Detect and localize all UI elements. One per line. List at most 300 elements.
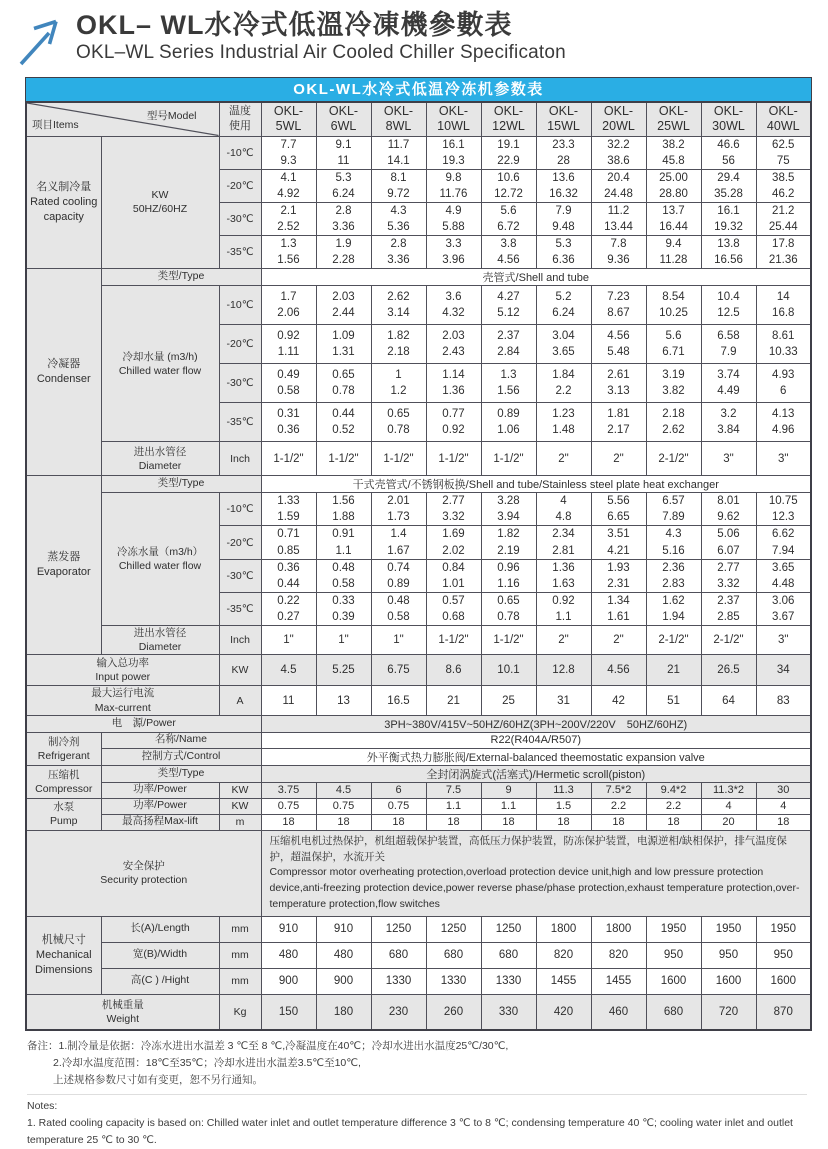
text-line: 2.8 <box>390 238 407 251</box>
text-line: 机械重量 <box>101 998 144 1011</box>
text-line: 2.28 <box>332 254 355 267</box>
table-row <box>26 286 811 325</box>
value-cell <box>481 526 536 559</box>
text-line: 5.6 <box>665 330 682 343</box>
text-line: 6.07 <box>717 544 740 557</box>
text-line: 3.2 <box>720 408 737 421</box>
diameter-cell: 2" <box>536 626 591 655</box>
value-cell <box>646 403 701 442</box>
model-header <box>756 102 811 136</box>
titles <box>76 10 566 64</box>
input-power-cell: 4.5 <box>261 655 316 686</box>
text-line: 0.74 <box>387 561 410 574</box>
value-cell <box>756 169 811 202</box>
value-cell <box>371 236 426 269</box>
text-line: 2.61 <box>607 369 630 382</box>
text-line: 0.65 <box>497 594 520 607</box>
text-line: 9.36 <box>607 254 630 267</box>
text-line: 35.28 <box>714 187 743 200</box>
text-line: OKL- <box>713 103 744 118</box>
input-power-cell: 21 <box>646 655 701 686</box>
text-line: 3.3 <box>445 238 462 251</box>
text-line: 3.82 <box>662 385 685 398</box>
value-cell <box>591 286 646 325</box>
text-line: 机械尺寸 <box>41 933 86 946</box>
max-current-cell: 42 <box>591 686 646 715</box>
text-line: 20.4 <box>607 171 630 184</box>
footer-notes <box>27 1038 807 1149</box>
table-row <box>26 476 811 493</box>
text-line: 2.18 <box>662 408 685 421</box>
text-line: 9.8 <box>445 171 462 184</box>
refrigerant-name-label: 名称/Name <box>101 732 261 748</box>
dimension-cell: 1800 <box>536 916 591 942</box>
text-line: Security protection <box>100 874 188 887</box>
diameter-cell: 1-1/2" <box>481 442 536 476</box>
text-line: 1.36 <box>442 385 465 398</box>
text-line: 2.2 <box>555 385 572 398</box>
dimension-cell: 1950 <box>756 916 811 942</box>
text-line: 13.8 <box>717 238 740 251</box>
text-line: 6.72 <box>497 220 520 233</box>
text-line: 3.51 <box>607 528 630 541</box>
evaporator-flow-label <box>101 493 219 626</box>
text-line: 11.28 <box>659 254 688 267</box>
text-line: Chilled water flow <box>118 560 202 573</box>
text-line: 3.36 <box>387 254 410 267</box>
pump-power-cell: 4 <box>701 798 756 814</box>
value-cell <box>316 364 371 403</box>
text-line: 1.56 <box>277 254 300 267</box>
dimension-cell: 480 <box>316 942 371 968</box>
pump-lift-unit: m <box>219 814 261 830</box>
text-line: 5.12 <box>497 307 520 320</box>
dimension-cell: 680 <box>426 942 481 968</box>
text-line: 3.96 <box>442 254 465 267</box>
value-cell <box>371 493 426 526</box>
weight-label <box>26 994 219 1030</box>
pump-lift-label: 最高扬程Max-lift <box>101 814 219 830</box>
pump-power-cell: 2.2 <box>646 798 701 814</box>
text-line: OKL- <box>438 103 469 118</box>
input-power-cell: 6.75 <box>371 655 426 686</box>
text-line: 9.62 <box>717 511 740 524</box>
text-line: 压缩机 <box>48 768 80 781</box>
text-line: 2.17 <box>607 424 630 437</box>
dimension-cell: 1800 <box>591 916 646 942</box>
value-cell <box>701 526 756 559</box>
text-line: 4.32 <box>442 307 465 320</box>
value-cell <box>756 364 811 403</box>
value-cell <box>756 526 811 559</box>
text-line: OKL- <box>383 103 414 118</box>
text-line: 0.31 <box>277 408 300 421</box>
dimension-cell: 1950 <box>701 916 756 942</box>
text-line: 0.92 <box>442 424 465 437</box>
text-line: 16.44 <box>659 220 688 233</box>
text-line: 3.32 <box>442 511 465 524</box>
text-line: Condenser <box>36 373 91 386</box>
pump-power-cell: 1.1 <box>481 798 536 814</box>
value-cell <box>591 403 646 442</box>
text-line: 1.88 <box>332 511 355 524</box>
value-cell <box>481 493 536 526</box>
text-line: 1.59 <box>277 511 300 524</box>
text-line: 2.02 <box>442 544 465 557</box>
text-line: 7.23 <box>607 291 630 304</box>
text-line: 0.27 <box>277 610 300 623</box>
value-cell <box>701 169 756 202</box>
value-cell <box>591 169 646 202</box>
text-line: 10.75 <box>768 495 798 508</box>
text-line: 1.33 <box>277 495 300 508</box>
text-line: 2.06 <box>277 307 300 320</box>
pump-lift-cell: 18 <box>371 814 426 830</box>
text-line: 1.61 <box>607 610 630 623</box>
dimension-cell: 1455 <box>591 968 646 994</box>
text-line: 3.84 <box>717 424 740 437</box>
text-line: 8.67 <box>607 307 630 320</box>
text-line: 安全保护 <box>122 860 165 873</box>
value-cell <box>481 325 536 364</box>
text-line: 输入总功率 <box>96 657 149 670</box>
weight-cell: 460 <box>591 994 646 1030</box>
condenser-diameter-label <box>101 442 219 476</box>
weight-cell: 870 <box>756 994 811 1030</box>
temp-cell: -30℃ <box>219 559 261 592</box>
weight-cell: 230 <box>371 994 426 1030</box>
text-line: 19.1 <box>497 138 520 151</box>
dimension-cell: 1250 <box>426 916 481 942</box>
value-cell <box>261 169 316 202</box>
model-header <box>316 102 371 136</box>
value-cell <box>646 559 701 592</box>
text-line: 19.3 <box>442 154 465 167</box>
text-line: Compressor motor overheating protection,overload protection device unit,high and low pressure protection device,anti-freezing protection device,power reverse phase/phase protection,exhaust temperature protection,over-temperature protection,flow switches <box>269 866 800 910</box>
text-line: 5.2 <box>555 291 572 304</box>
model-header <box>701 102 756 136</box>
dimension-cell: 1330 <box>481 968 536 994</box>
weight-cell: 180 <box>316 994 371 1030</box>
value-cell <box>646 325 701 364</box>
text-line: 1.34 <box>607 594 630 607</box>
security-label <box>26 830 261 916</box>
dimension-row-label: 高(C ) /Hight <box>101 968 219 994</box>
value-cell <box>701 286 756 325</box>
corner-cell <box>26 102 219 136</box>
max-current-cell: 25 <box>481 686 536 715</box>
value-cell <box>316 526 371 559</box>
text-line: 4 <box>560 495 567 508</box>
value-cell <box>536 526 591 559</box>
text-line: 17.8 <box>772 238 795 251</box>
text-line: 11.7 <box>387 138 410 151</box>
value-cell <box>371 325 426 364</box>
dimension-cell: 1330 <box>371 968 426 994</box>
text-line: 0.85 <box>277 544 300 557</box>
text-line: 3.06 <box>772 594 795 607</box>
text-line: 1 <box>395 369 402 382</box>
value-cell <box>371 403 426 442</box>
table-row <box>26 269 811 286</box>
text-line: 1.63 <box>552 577 575 590</box>
model-header <box>261 102 316 136</box>
text-line: 1.36 <box>552 561 575 574</box>
text-line: 4.93 <box>772 369 795 382</box>
text-line: 0.89 <box>497 408 520 421</box>
text-line: 8.61 <box>772 330 795 343</box>
diameter-cell: 1" <box>261 626 316 655</box>
refrigerant-control-label: 控制方式/Control <box>101 748 261 765</box>
text-line: 8WL <box>385 119 412 134</box>
table-row <box>26 798 811 814</box>
value-cell <box>316 493 371 526</box>
value-cell <box>756 136 811 169</box>
refrigerant-label <box>26 732 101 765</box>
text-line: 7.94 <box>772 544 795 557</box>
text-line: 3.8 <box>500 238 517 251</box>
diameter-cell: 3" <box>756 442 811 476</box>
pump-lift-cell: 18 <box>426 814 481 830</box>
value-cell <box>426 403 481 442</box>
compressor-power-cell: 11.3 <box>536 782 591 798</box>
text-line: 25.00 <box>659 171 688 184</box>
text-line: 2.19 <box>497 544 520 557</box>
temp-cell: -10℃ <box>219 493 261 526</box>
pump-label <box>26 798 101 830</box>
dimension-cell: 820 <box>536 942 591 968</box>
dimension-cell: 1600 <box>646 968 701 994</box>
text-line: 5WL <box>275 119 302 134</box>
text-line: 4.3 <box>390 204 407 217</box>
dimension-cell: 900 <box>261 968 316 994</box>
text-line: 5.6 <box>500 204 517 217</box>
value-cell <box>481 236 536 269</box>
text-line: 1.73 <box>387 511 410 524</box>
pump-power-cell: 0.75 <box>316 798 371 814</box>
dimension-row-label: 宽(B)/Width <box>101 942 219 968</box>
text-line: 2.83 <box>662 577 685 590</box>
text-line: 30WL <box>712 119 745 134</box>
text-line: 3.28 <box>497 495 520 508</box>
text-line: 0.92 <box>552 594 575 607</box>
text-line: OKL- <box>273 103 304 118</box>
value-cell <box>261 559 316 592</box>
text-line: 6.58 <box>717 330 740 343</box>
text-line: Diameter <box>138 641 182 654</box>
pump-power-label: 功率/Power <box>101 798 219 814</box>
text-line: 冷冻水量（m3/h） <box>116 545 204 558</box>
text-line: 24.48 <box>604 187 633 200</box>
max-current-cell: 16.5 <box>371 686 426 715</box>
value-cell <box>481 403 536 442</box>
dimension-cell: 1250 <box>371 916 426 942</box>
pump-power-cell: 0.75 <box>261 798 316 814</box>
condenser-type-value: 壳管式/Shell and tube <box>261 269 811 286</box>
text-line: 0.48 <box>332 561 355 574</box>
value-cell <box>371 169 426 202</box>
pump-power-cell: 0.75 <box>371 798 426 814</box>
diameter-cell: 1-1/2" <box>316 442 371 476</box>
value-cell <box>371 136 426 169</box>
text-line: 38.2 <box>662 138 685 151</box>
text-line: 2.43 <box>442 346 465 359</box>
text-line: 7.89 <box>662 511 685 524</box>
dimension-cell: 680 <box>371 942 426 968</box>
dimension-cell: 950 <box>646 942 701 968</box>
pump-power-cell: 1.1 <box>426 798 481 814</box>
table-row <box>26 715 811 732</box>
diameter-cell: 1-1/2" <box>426 626 481 655</box>
dimension-cell: 900 <box>316 968 371 994</box>
value-cell <box>426 325 481 364</box>
notes-en-title: Notes: <box>27 1099 58 1112</box>
max-current-label <box>26 686 219 715</box>
value-cell <box>426 493 481 526</box>
pump-lift-cell: 18 <box>646 814 701 830</box>
text-line: Diameter <box>138 459 182 472</box>
text-line: 1.14 <box>442 369 465 382</box>
security-text <box>261 830 811 916</box>
value-cell <box>426 202 481 235</box>
text-line: 2.77 <box>717 561 740 574</box>
dimension-cell: 480 <box>261 942 316 968</box>
text-line: 4.92 <box>277 187 300 200</box>
text-line: 32.2 <box>607 138 630 151</box>
model-header <box>426 102 481 136</box>
value-cell <box>756 403 811 442</box>
spec-table <box>25 101 812 1031</box>
power-supply-label: 电 源/Power <box>26 715 261 732</box>
compressor-power-cell: 11.3*2 <box>701 782 756 798</box>
value-cell <box>536 592 591 625</box>
value-cell <box>536 236 591 269</box>
text-line: 0.92 <box>277 330 300 343</box>
text-line: 5.36 <box>387 220 410 233</box>
table-row <box>26 732 811 748</box>
temp-cell: -30℃ <box>219 202 261 235</box>
text-line: 11 <box>337 154 350 167</box>
dimension-cell: 950 <box>756 942 811 968</box>
value-cell <box>756 236 811 269</box>
diameter-cell: 1" <box>371 626 426 655</box>
text-line: Max-current <box>94 701 151 714</box>
dimension-cell: 820 <box>591 942 646 968</box>
text-line: 1.48 <box>552 424 575 437</box>
text-line: 1.93 <box>607 561 630 574</box>
note-en-1: 1. Rated cooling capacity is based on: Chilled water inlet and outlet temperature difference 3 ℃ to 8 ℃; condensing temperature 40 ℃; cooling water inlet and outlet temperature 25 ℃ to 30 ℃. <box>27 1117 793 1147</box>
text-line: 1.01 <box>442 577 465 590</box>
text-line: 7.9 <box>555 204 572 217</box>
value-cell <box>481 592 536 625</box>
text-line: Weight <box>106 1012 139 1025</box>
text-line: 5.06 <box>717 528 740 541</box>
value-cell <box>481 202 536 235</box>
text-line: 2.85 <box>717 610 740 623</box>
temp-cell: -35℃ <box>219 403 261 442</box>
text-line: 10.4 <box>717 291 740 304</box>
value-cell <box>756 202 811 235</box>
value-cell <box>701 559 756 592</box>
text-line: 16.8 <box>772 307 795 320</box>
value-cell <box>426 559 481 592</box>
table-row <box>26 782 811 798</box>
temp-cell: -10℃ <box>219 136 261 169</box>
text-line: 0.78 <box>497 610 520 623</box>
value-cell <box>481 286 536 325</box>
text-line: 2.1 <box>280 204 297 217</box>
compressor-type-label: 类型/Type <box>101 765 261 782</box>
evaporator-diameter-label <box>101 626 219 655</box>
text-line: 2.52 <box>277 220 300 233</box>
evaporator-label <box>26 476 101 655</box>
condenser-flow-label <box>101 286 219 442</box>
text-line: 1.69 <box>442 528 465 541</box>
diameter-cell: 1-1/2" <box>426 442 481 476</box>
value-cell <box>536 493 591 526</box>
note-zh-2: 2.冷却水温度范围：18℃至35℃；冷却水进出水温差3.5℃至10℃, <box>53 1056 361 1069</box>
text-line: 13.44 <box>604 220 633 233</box>
value-cell <box>536 136 591 169</box>
text-line: 1.3 <box>500 369 517 382</box>
text-line: 2.03 <box>442 330 465 343</box>
refrigerant-name-value: R22(R404A/R507) <box>261 732 811 748</box>
value-cell <box>646 493 701 526</box>
text-line: 2.18 <box>387 346 410 359</box>
value-cell <box>756 559 811 592</box>
value-cell <box>591 236 646 269</box>
text-line: 0.58 <box>387 610 410 623</box>
text-line: 4.49 <box>717 385 740 398</box>
text-line: 2.62 <box>662 424 685 437</box>
text-line: 11.2 <box>607 204 630 217</box>
page-subtitle: OKL–WL Series Industrial Air Cooled Chiller Specificaton <box>76 42 566 64</box>
text-line: 50HZ/60HZ <box>132 203 188 216</box>
text-line: Input power <box>95 671 151 684</box>
pump-power-unit: KW <box>219 798 261 814</box>
value-cell <box>701 592 756 625</box>
text-line: 1.82 <box>497 528 520 541</box>
value-cell <box>316 325 371 364</box>
value-cell <box>261 286 316 325</box>
page-header <box>0 0 828 68</box>
pump-lift-cell: 18 <box>756 814 811 830</box>
text-line: 20WL <box>602 119 635 134</box>
model-header <box>591 102 646 136</box>
compressor-power-cell: 7.5*2 <box>591 782 646 798</box>
diameter-cell: 1" <box>316 626 371 655</box>
pump-power-cell: 1.5 <box>536 798 591 814</box>
text-line: 2.84 <box>497 346 520 359</box>
input-power-cell: 12.8 <box>536 655 591 686</box>
text-line: OKL- <box>493 103 524 118</box>
dimension-unit: mm <box>219 916 261 942</box>
value-cell <box>536 286 591 325</box>
text-line: 13.6 <box>552 171 575 184</box>
text-line: 2.77 <box>442 495 465 508</box>
text-line: OKL- <box>328 103 359 118</box>
table-row <box>26 626 811 655</box>
text-line: 9.72 <box>387 187 410 200</box>
text-line: 0.68 <box>442 610 465 623</box>
table-row <box>26 655 811 686</box>
text-line: 5.56 <box>607 495 630 508</box>
value-cell <box>426 364 481 403</box>
diameter-cell: 3" <box>756 626 811 655</box>
value-cell <box>646 236 701 269</box>
text-line: 0.36 <box>277 424 300 437</box>
text-line: 8.01 <box>717 495 740 508</box>
